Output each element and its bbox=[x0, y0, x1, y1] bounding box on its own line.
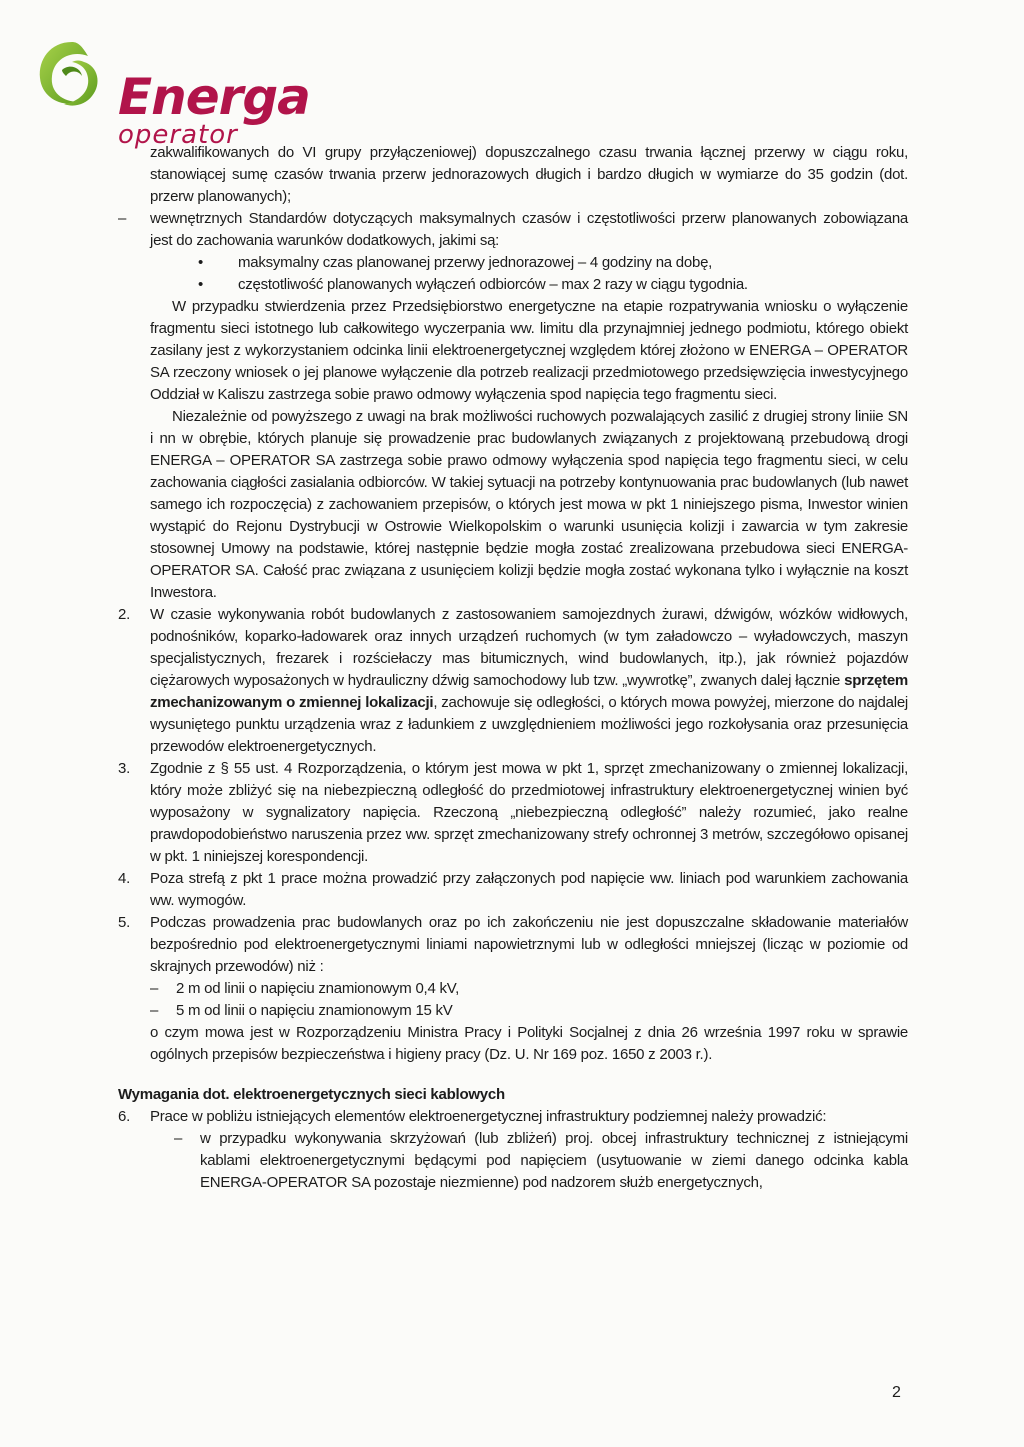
numbered-item-5 bbox=[118, 912, 908, 978]
bullet-text: maksymalny czas planowanej przerwy jednorazowej – 4 godziny na dobę, bbox=[238, 254, 713, 271]
dash-item-text: wewnętrznych Standardów dotyczących maksymalnych czasów i częstotliwości przerw planowanych zobowiązana jest do zachowania warunków dodatkowych, jakimi są: bbox=[150, 210, 908, 249]
item-number: 5. bbox=[118, 914, 131, 931]
item-number: 4. bbox=[118, 870, 131, 887]
distance-text: 5 m od linii o napięciu znamionowym 15 kV bbox=[176, 1002, 453, 1019]
bullet-mark: • bbox=[198, 276, 204, 293]
bullet-item bbox=[118, 252, 908, 274]
item-text: Prace w pobliżu istniejących elementów elektroenergetycznej infrastruktury podziemnej należy prowadzić: bbox=[150, 1108, 827, 1125]
item-number: 6. bbox=[118, 1108, 131, 1125]
paragraph-niezaleznie: Niezależnie od powyższego z uwagi na brak możliwości ruchowych pozwalających zasilić z drugiej strony liniie SN i nn w obrębie, których planuje się prowadzenie prac budowlanych związanych z projektowaną przebudową drogi ENERGA – OPERATOR SA zastrzega sobie prawo odmowy wyłączenia spod napięcia tego fragmentu sieci, w celu zachowania ciągłości zasialania odbiorców. W takiej sytuacji na potrzeby kontynuowania prac budowlanych (lub nawet samego ich rozpoczęcia) z zachowaniem przepisów, o których jest mowa w pkt 1 niniejszego pisma, Inwestor winien wystąpić do Rejonu Dystrybucji w Ostrowie Wielkopolskim o warunki usunięcia kolizji i zawarcia w tym zakresie stosownej Umowy na podstawie, której następnie będzie mogła zostać zrealizowana przebudowa sieci ENERGA-OPERATOR SA. Całość prac związana z usunięciem kolizji będzie mogła zostać wykonana tylko i wyłącznie na koszt Inwestora. bbox=[150, 408, 908, 601]
bullet-item bbox=[118, 274, 908, 296]
numbered-item-3 bbox=[118, 758, 908, 868]
item-number: 2. bbox=[118, 606, 131, 623]
distance-item bbox=[118, 978, 908, 1000]
bullet-mark: • bbox=[198, 254, 204, 271]
dash-mark: – bbox=[118, 210, 127, 227]
regulation-reference: o czym mowa jest w Rozporządzeniu Ministra Pracy i Polityki Socjalnej z dnia 26 września 1997 roku w sprawie ogólnych przepisów bezpieczeństwa i higieny pracy (Dz. U. Nr 169 poz. 1650 z 2003 r.). bbox=[150, 1024, 908, 1063]
numbered-item-6 bbox=[118, 1106, 908, 1128]
item-bold-text: sprzętem zmechanizowanym o zmiennej lokalizacji bbox=[150, 672, 908, 711]
dash-item-text: w przypadku wykonywania skrzyżowań (lub zbliżeń) proj. obcej infrastruktury technicznej z istniejącymi kablami elektroenergetycznymi będącymi pod napięciem (usytuowanie w ziemi danego odcinka kabla ENERGA-OPERATOR SA pozostaje niezmienne) pod nadzorem służb energetycznych, bbox=[200, 1130, 908, 1191]
numbered-item-2 bbox=[118, 604, 908, 758]
item-text: Poza strefą z pkt 1 prace można prowadzić przy załączonych pod napięcie ww. liniach pod warunkiem zachowania ww. wymogów. bbox=[150, 870, 908, 909]
paragraph-w-przypadku: W przypadku stwierdzenia przez Przedsiębiorstwo energetyczne na etapie rozpatrywania wniosku o wyłączenie fragmentu sieci istotnego lub całkowitego wyczerpania ww. limitu dla przynajmniej jednego podmiotu, którego obiekt zasilany jest z wykorzystaniem odcinka linii elektroenergetycznej względem której złożono w ENERGA – OPERATOR SA rzeczony wniosek o jej planowe wyłączenie dla potrzeb realizacji przedmiotowego przedsięwzięcia inwestycyjnego Oddział w Kaliszu zastrzega sobie prawo odmowy wyłączenia spod napięcia tego fragmentu sieci. bbox=[150, 298, 908, 403]
item-text: Zgodnie z § 55 ust. 4 Rozporządzenia, o którym jest mowa w pkt 1, sprzęt zmechanizowany o zmiennej lokalizacji, który może zbliżyć się na niebezpieczną odległość do przedmiotowej infrastruktury elektroenergetycznej winien być wyposażony w sygnalizatory napięcia. Rzeczoną „niebezpieczną odległość” należy rozumieć, jako realne prawdopodobieństwo naruszenia przez ww. sprzęt zmechanizowany strefy ochronnej 3 metrów, szczegółowo opisanej w pkt. 1 niniejszej korespondencji. bbox=[150, 760, 908, 865]
item-text: , zachowuje się odległości, o których mowa powyżej, mierzone do najdalej wysuniętego punktu urządzenia wraz z ładunkiem z uwzględnieniem możliwości jego rozkołysania oraz przesunięcia przewodów elektroenergetycznych. bbox=[150, 694, 909, 755]
dash-mark: – bbox=[150, 1002, 159, 1019]
bullet-text: częstotliwość planowanych wyłączeń odbiorców – max 2 razy w ciągu tygodnia. bbox=[238, 276, 748, 293]
distance-text: 2 m od linii o napięciu znamionowym 0,4 kV, bbox=[176, 980, 460, 997]
numbered-item-4 bbox=[118, 868, 908, 912]
dash-mark: – bbox=[174, 1130, 183, 1147]
item-text: Podczas prowadzenia prac budowlanych oraz po ich zakończeniu nie jest dopuszczalne składowanie materiałów bezpośrednio pod elektroenergetycznymi liniami napowietrznymi lub w odległości mniejszej (licząc w poziomie od skrajnych przewodów) niż : bbox=[150, 914, 908, 975]
dash-mark: – bbox=[150, 980, 159, 997]
energa-logo bbox=[32, 36, 310, 150]
item-number: 3. bbox=[118, 760, 131, 777]
logo-brand-text: Energa bbox=[118, 68, 310, 126]
page-number: 2 bbox=[892, 1384, 901, 1401]
item-text: W czasie wykonywania robót budowlanych z zastosowaniem samojezdnych żurawi, dźwigów, wózków widłowych, podnośników, koparko-ładowarek oraz innych urządzeń ruchomych (w tym załadowczo – wyładowczych, maszyn specjalistycznych, frezarek i rozściełaczy mas bitumicznych, wind budowlanych, itp.), jak również pojazdów ciężarowych wyposażonych w hydrauliczny dźwig samochodowy lub tzw. „wywrotkę”, zwanych dalej łącznie bbox=[150, 606, 908, 689]
document-body bbox=[118, 142, 908, 1194]
distance-item bbox=[118, 1000, 908, 1022]
logo-sub-text: operator bbox=[118, 120, 238, 150]
energa-swirl-icon bbox=[32, 36, 112, 116]
dash-item-standards bbox=[118, 208, 908, 252]
section-heading: Wymagania dot. elektroenergetycznych sieci kablowych bbox=[118, 1086, 505, 1103]
dash-item-crossings bbox=[118, 1128, 908, 1194]
paragraph-continued: zakwalifikowanych do VI grupy przyłączeniowej) dopuszczalnego czasu trwania łącznej przerwy w ciągu roku, stanowiącej sumę czasów trwania przerw jednorazowych długich i bardzo długich w wymiarze do 35 godzin (dot. przerw planowanych); bbox=[150, 144, 908, 205]
